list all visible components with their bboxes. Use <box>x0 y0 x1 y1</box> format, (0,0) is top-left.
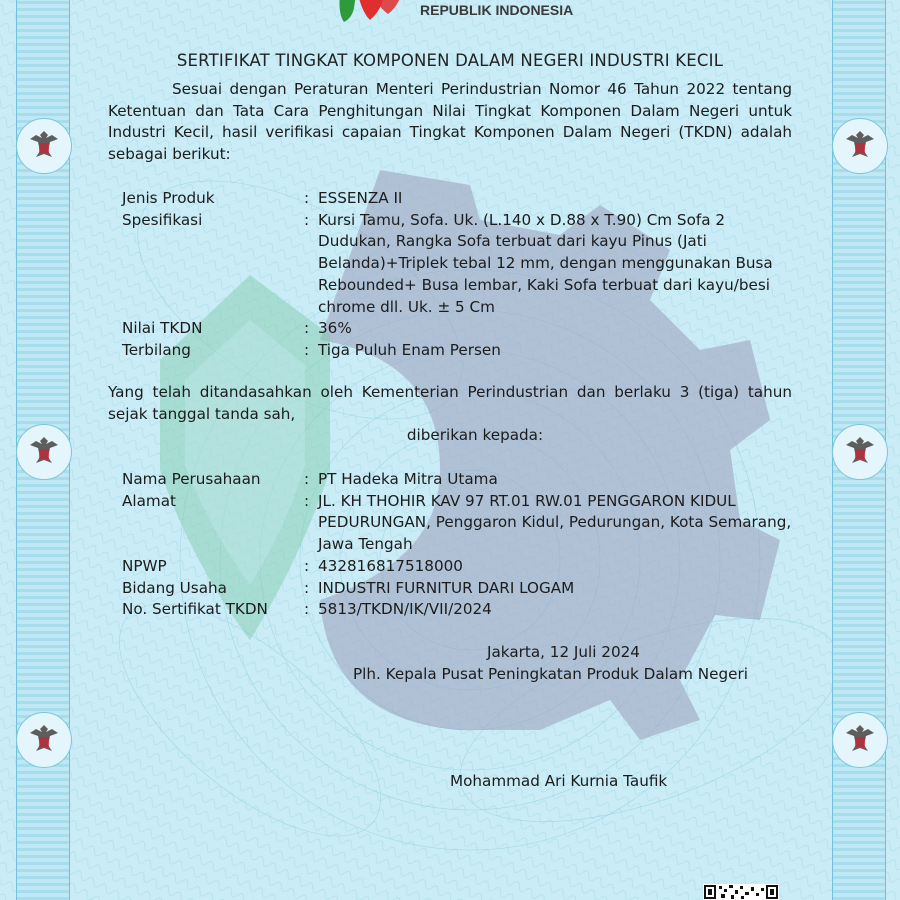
qr-code-icon[interactable] <box>703 884 779 900</box>
field-row <box>122 210 802 319</box>
intro-paragraph: Sesuai dengan Peraturan Menteri Perindustrian Nomor 46 Tahun 2022 tentang Ketentuan dan Tata Cara Penghitungan Nilai Tingkat Komponen Dalam Negeri untuk Industri Kecil, hasil verifikasi capaian Tingkat Komponen Dalam Negeri (TKDN) adalah sebagai berikut: <box>108 80 792 164</box>
field-colon: : <box>304 470 310 488</box>
garuda-emblem-icon <box>16 118 72 174</box>
field-value: Kursi Tamu, Sofa. Uk. (L.140 x D.88 x T.90) Cm Sofa 2 Dudukan, Rangka Sofa terbuat dari kayu Pinus (Jati Belanda)+Triplek tebal 12 mm, dengan menggunakan Busa Rebounded+ Busa lembar, Kaki Sofa terbuat dari kayu/besi chrome dll. Uk. ± 5 Cm <box>318 210 773 316</box>
signer-name: Mohammad Ari Kurnia Taufik <box>450 772 668 790</box>
field-row <box>122 556 802 578</box>
field-label: Jenis Produk <box>122 189 215 207</box>
field-row <box>122 599 802 621</box>
field-label: NPWP <box>122 556 167 575</box>
certificate-title: SERTIFIKAT TINGKAT KOMPONEN DALAM NEGERI INDUSTRI KECIL <box>176 51 724 70</box>
field-value: ESSENZA II <box>318 189 403 207</box>
field-row <box>122 340 802 362</box>
field-colon: : <box>304 210 310 229</box>
field-value: 432816817518000 <box>318 556 463 575</box>
field-row <box>122 318 802 340</box>
validity-paragraph: Yang telah ditandasahkan oleh Kementerian Perindustrian dan berlaku 3 (tiga) tahun sejak tanggal tanda sah, <box>108 383 792 423</box>
field-value: INDUSTRI FURNITUR DARI LOGAM <box>318 578 575 597</box>
signer-position: Plh. Kepala Pusat Peningkatan Produk Dalam Negeri <box>353 665 748 683</box>
field-value: 5813/TKDN/IK/VII/2024 <box>318 600 492 619</box>
garuda-emblem-icon <box>16 712 72 768</box>
field-label: Nilai TKDN <box>122 319 203 338</box>
field-colon: : <box>304 600 310 619</box>
agency-name: REPUBLIK INDONESIA <box>420 2 574 18</box>
field-colon: : <box>304 578 310 597</box>
field-label: Alamat <box>122 491 176 510</box>
field-value: PT Hadeka Mitra Utama <box>318 470 498 488</box>
garuda-emblem-icon <box>832 118 888 174</box>
ministry-logo-icon <box>334 0 404 26</box>
field-value: 36% <box>318 319 352 338</box>
field-row <box>122 469 802 491</box>
place-date: Jakarta, 12 Juli 2024 <box>487 643 640 661</box>
field-label: Nama Perusahaan <box>122 470 261 488</box>
field-colon: : <box>304 319 310 338</box>
field-value: Tiga Puluh Enam Persen <box>318 340 501 359</box>
field-colon: : <box>304 556 310 575</box>
field-label: No. Sertifikat TKDN <box>122 600 268 619</box>
given-to-label: diberikan kepada: <box>406 426 544 444</box>
field-row <box>122 188 802 210</box>
field-colon: : <box>304 340 310 359</box>
garuda-emblem-icon <box>832 712 888 768</box>
field-colon: : <box>304 189 310 207</box>
field-row <box>122 491 802 556</box>
field-label: Terbilang <box>122 340 191 359</box>
product-fields <box>122 188 802 362</box>
field-label: Bidang Usaha <box>122 578 227 597</box>
field-value: JL. KH THOHIR KAV 97 RT.01 RW.01 PENGGARON KIDUL PEDURUNGAN, Penggaron Kidul, Pedurungan, Kota Semarang, Jawa Tengah <box>318 491 792 554</box>
field-row <box>122 578 802 600</box>
company-fields <box>122 469 802 621</box>
field-label: Spesifikasi <box>122 210 203 229</box>
field-colon: : <box>304 491 310 510</box>
